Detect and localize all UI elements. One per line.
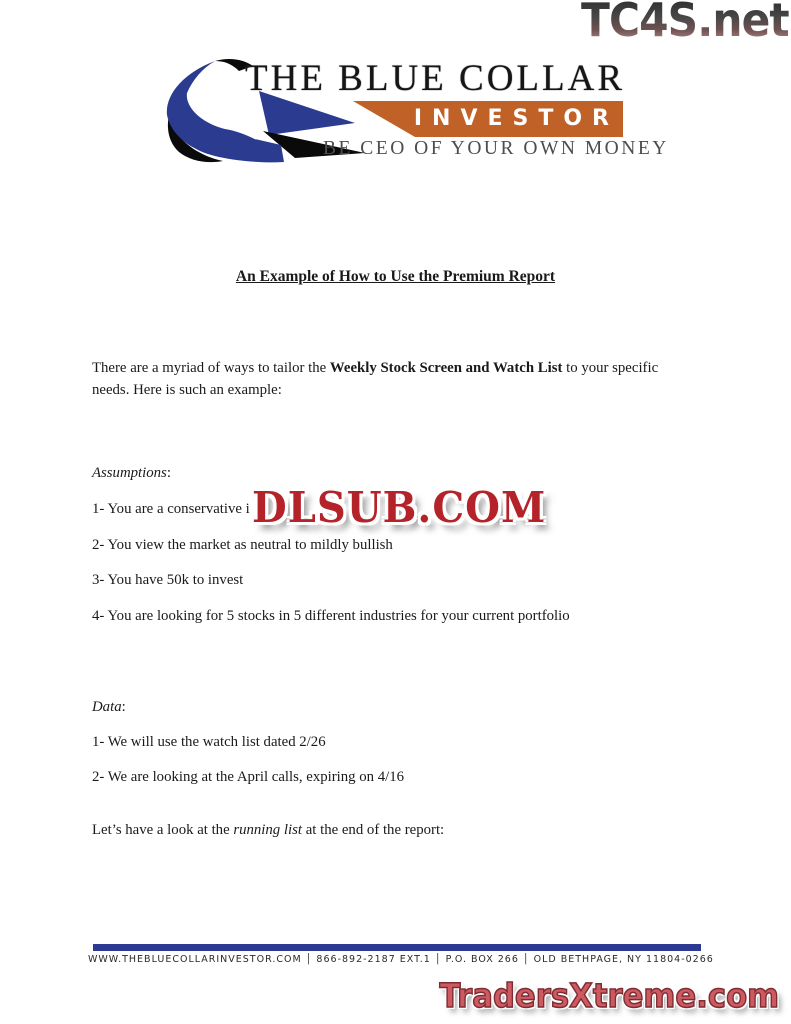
data-colon: : <box>121 699 126 715</box>
data-label: Data <box>92 699 122 715</box>
intro-text-bold: Weekly Stock Screen and Watch List <box>329 360 563 376</box>
logo-tagline: BE CEO OF YOUR OWN MONEY <box>323 138 669 159</box>
watermark-dlsub: DLSUB.COM <box>252 483 547 533</box>
blue-collar-investor-logo <box>163 57 669 167</box>
assumption-item-3: 3- You have 50k to invest <box>92 572 244 588</box>
assumption-item-2: 2- You view the market as neutral to mildly bullish <box>92 537 393 553</box>
data-heading <box>92 697 126 717</box>
assumptions-label: Assumptions <box>92 465 167 481</box>
closing-text-italic: running list <box>233 822 302 838</box>
assumption-item-4: 4- You are looking for 5 stocks in 5 different industries for your current portfolio <box>92 608 570 624</box>
document-title: An Example of How to Use the Premium Report <box>235 268 556 285</box>
closing-line <box>92 820 444 840</box>
assumption-item-1: 1- You are a conservative i <box>92 501 250 517</box>
intro-text-line2: needs. Here is such an example: <box>92 382 282 398</box>
data-item-1: 1- We will use the watch list dated 2/26 <box>92 734 326 750</box>
closing-text-pre: Let’s have a look at the <box>92 822 234 838</box>
watermark-tradersxtreme: TradersXtreme.com <box>439 976 779 1015</box>
intro-text-pre: There are a myriad of ways to tailor the <box>92 360 330 376</box>
footer-contact-info: WWW.THEBLUECOLLARINVESTOR.COM │ 866-892-2187 EXT.1 │ P.O. BOX 266 │ OLD BETHPAGE, NY 11804-0266 <box>88 954 714 965</box>
logo-banner-text: INVESTOR <box>413 106 619 131</box>
intro-paragraph <box>92 357 712 401</box>
assumptions-heading <box>92 463 171 483</box>
intro-text-post: to your specific <box>562 360 659 376</box>
closing-text-post: at the end of the report: <box>302 822 445 838</box>
footer-divider-bar <box>93 944 701 951</box>
logo-wordmark: THE BLUE COLLAR <box>245 58 626 99</box>
assumptions-colon: : <box>166 465 171 481</box>
watermark-tc4s: TC4S.net <box>581 0 789 47</box>
data-item-2: 2- We are looking at the April calls, expiring on 4/16 <box>92 769 405 785</box>
